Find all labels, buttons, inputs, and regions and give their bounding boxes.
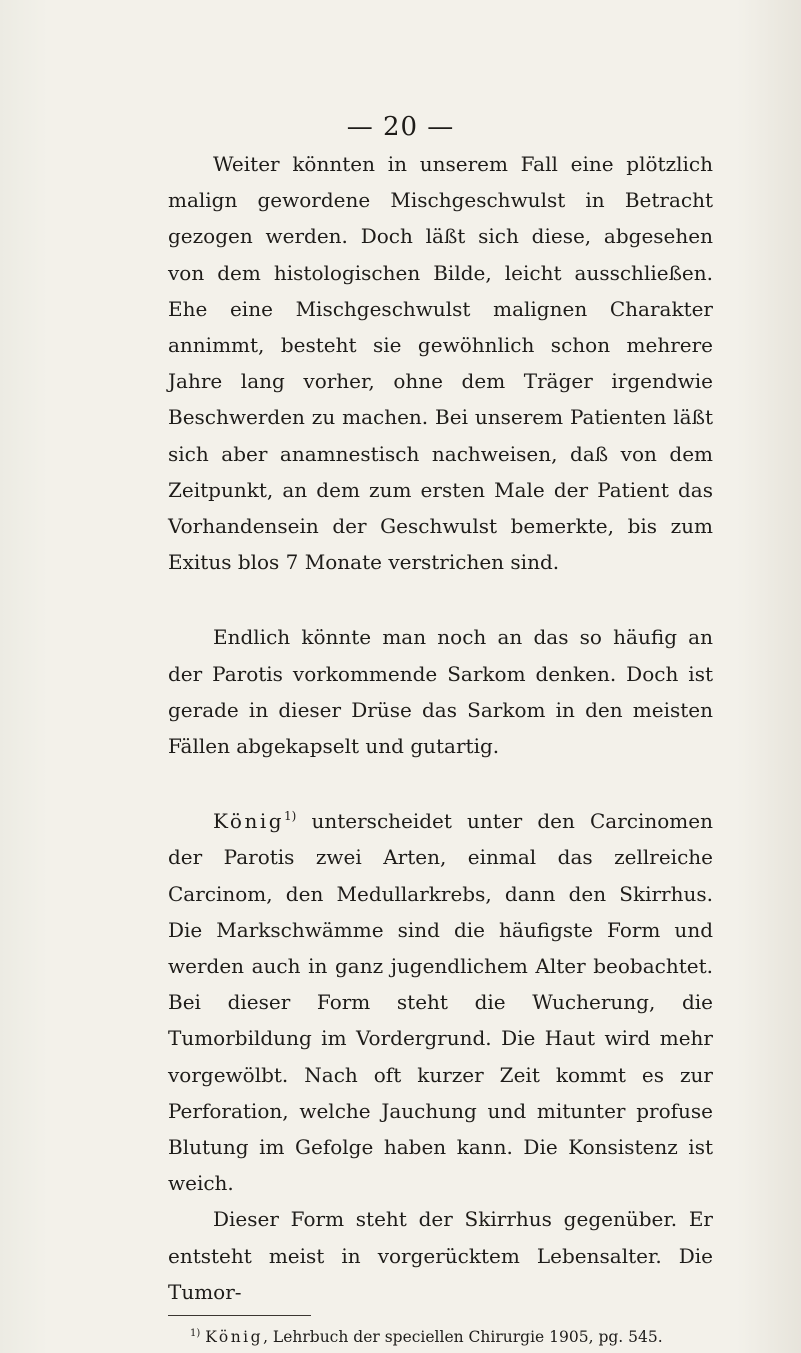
author-name: König xyxy=(213,809,285,834)
paragraph-mischgeschwulst: Weiter könnten in unserem Fall eine plötzlich malign gewordene Mischgeschwulst in Betracht gezogen werden. Doch läßt sich diese, abgesehen von dem histologischen Bilde, leicht ausschließen. Ehe eine Mischgeschwulst malignen Charakter annimmt, besteht sie gewöhnlich schon mehrere Jahre lang vorher, ohne dem Träger irgendwie Beschwerden zu machen. Bei unserem Patienten läßt sich aber anamnestisch nachweisen, daß von dem Zeitpunkt, an dem zum ersten Male der Patient das Vorhandensein der Geschwulst bemerkte, bis zum Exitus blos 7 Monate verstrichen sind. xyxy=(168,152,713,575)
paragraph-carcinom xyxy=(168,803,713,1201)
paragraph-carcinom-text: unterscheidet unter den Carcinomen der Parotis zwei Arten, einmal das zellreiche Carcinom, den Medullarkrebs, dann den Skirrhus. Die Markschwämme sind die häufigste Form und werden auch in ganz jugendlichem Alter beobachtet. Bei dieser Form steht die Wucherung, die Tumorbildung im Vordergrund. Die Haut wird mehr vorgewölbt. Nach oft kurzer Zeit kommt es zur Perforation, welche Jauchung und mitunter profuse Blutung im Gefolge haben kann. Die Konsistenz ist weich. xyxy=(168,809,713,1196)
footnote-author: König xyxy=(205,1328,264,1346)
footnote-text: , Lehrbuch der speciellen Chirurgie 1905, pg. 545. xyxy=(263,1328,663,1346)
footnote-reference[interactable]: 1) xyxy=(284,809,297,824)
body-text xyxy=(168,146,713,1310)
paragraph-sarkom: Endlich könnte man noch an das so häufig an der Parotis vorkommende Sarkom denken. Doch ist gerade in dieser Drüse das Sarkom in den meisten Fällen abgekapselt und gutartig. xyxy=(168,625,713,759)
footnote-divider xyxy=(168,1315,311,1316)
paragraph-skirrhus: Dieser Form steht der Skirrhus gegenüber. Er entsteht meist in vorgerücktem Lebensalter. Die Tumor- xyxy=(168,1207,713,1304)
page-number: — 20 — xyxy=(346,112,455,142)
footnote xyxy=(190,1327,750,1347)
footnote-marker: 1) xyxy=(190,1328,201,1339)
